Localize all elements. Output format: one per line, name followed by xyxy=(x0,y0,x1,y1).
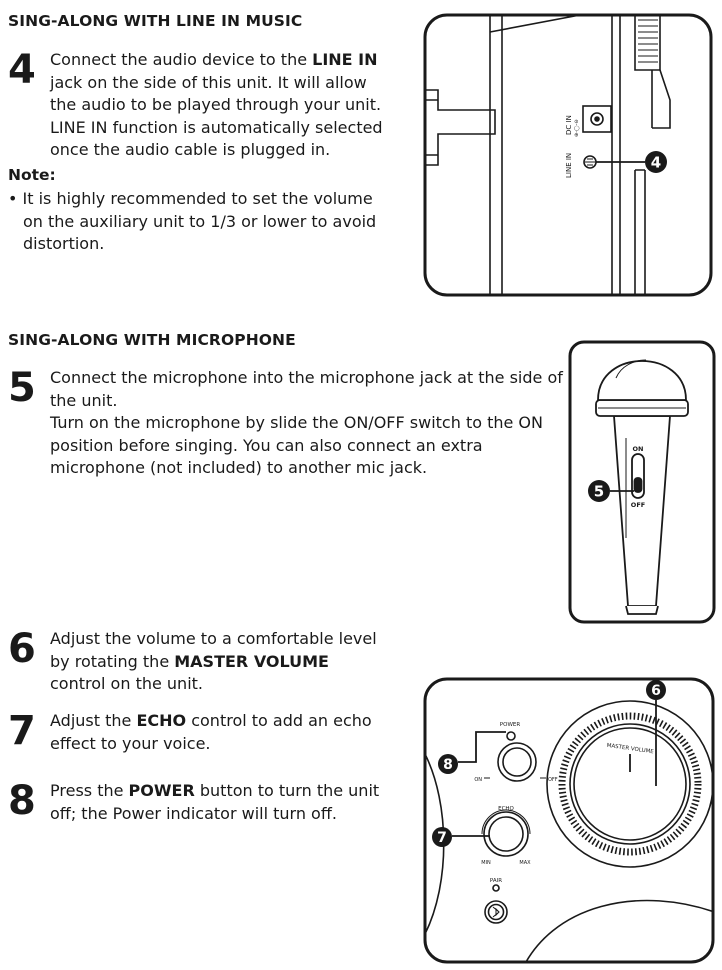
callout-5-number: 5 xyxy=(593,482,605,501)
text-run: control on the unit. xyxy=(50,674,203,693)
step-number-4: 4 xyxy=(8,47,36,93)
pair-label: PAIR xyxy=(489,878,503,884)
text-line xyxy=(50,117,383,140)
echo-max-label: MAX xyxy=(519,860,531,866)
text-run: Connect the audio device to the xyxy=(50,50,313,69)
callout-4-number: 4 xyxy=(650,153,662,172)
master-volume-label: MASTER VOLUME xyxy=(606,742,655,756)
text-run: position before singing. You can also connect an extra xyxy=(50,435,483,455)
bold-term: MASTER VOLUME xyxy=(174,651,329,671)
text-run: Turn on the microphone by slide the ON/OFF switch to the ON xyxy=(50,413,543,432)
text-line xyxy=(50,94,383,117)
step-number-8: 8 xyxy=(8,778,36,824)
text-line xyxy=(50,628,377,651)
text-run: Press the xyxy=(50,781,129,800)
bold-term: POWER xyxy=(128,781,195,800)
note-text xyxy=(8,188,376,256)
text-line xyxy=(50,673,377,696)
text-line xyxy=(50,803,379,826)
step-number-6: 6 xyxy=(8,626,36,672)
note-line-2: on the auxiliary unit to 1/3 or lower to avoid xyxy=(23,211,377,231)
step-7-text xyxy=(50,710,372,755)
echo-min-label: MIN xyxy=(481,860,491,866)
callout-8-number: 8 xyxy=(443,757,453,773)
text-line xyxy=(50,457,563,480)
section-heading-microphone: SING-ALONG WITH MICROPHONE xyxy=(8,331,296,349)
text-line xyxy=(50,367,563,390)
control-panel-illustration xyxy=(420,674,718,966)
dc-in-label: DC IN xyxy=(565,115,573,135)
text-run: Connect the microphone into the microphone jack at the side of xyxy=(50,368,563,387)
text-run: button to turn the unit xyxy=(194,781,380,800)
power-on-label: ON xyxy=(474,777,482,783)
microphone-illustration xyxy=(566,338,718,626)
note-label: Note: xyxy=(8,166,56,184)
text-run: control to add an echo xyxy=(186,711,372,730)
echo-label: ECHO xyxy=(498,806,514,812)
line-in-label: LINE IN xyxy=(565,152,573,178)
text-run: LINE IN function is automatically selected xyxy=(50,117,383,137)
text-line xyxy=(50,435,563,458)
text-run: the unit. xyxy=(50,390,118,410)
text-run: jack on the side of this unit. It will allow xyxy=(50,72,367,92)
step-5-text xyxy=(50,367,563,480)
dc-in-polarity: ⊕-◯-⊖ xyxy=(574,119,580,137)
note-line-3: distortion. xyxy=(23,234,105,253)
text-line xyxy=(50,710,372,733)
step-6-text xyxy=(50,628,377,696)
text-run: effect to your voice. xyxy=(50,733,211,753)
text-line xyxy=(50,651,377,674)
text-line xyxy=(50,412,563,435)
callout-6-number: 6 xyxy=(651,683,661,699)
line-in-jack-illustration xyxy=(420,10,716,300)
text-line xyxy=(50,733,372,756)
text-run: the audio to be played through your unit. xyxy=(50,95,382,114)
step-4-text xyxy=(50,49,383,162)
text-line xyxy=(50,49,383,72)
text-run: Adjust the volume to a comfortable level xyxy=(50,629,377,648)
mic-on-label: ON xyxy=(632,445,644,453)
section-heading-line-in: SING-ALONG WITH LINE IN MUSIC xyxy=(8,12,303,30)
step-number-7: 7 xyxy=(8,708,36,754)
text-line xyxy=(50,139,383,162)
text-run: off; the Power indicator will turn off. xyxy=(50,803,337,823)
text-line xyxy=(50,72,383,95)
callout-7-number: 7 xyxy=(437,830,447,846)
text-run: Adjust the xyxy=(50,711,137,730)
text-run: once the audio cable is plugged in. xyxy=(50,140,331,159)
mic-off-label: OFF xyxy=(630,501,646,509)
note-line-1: • It is highly recommended to set the volume xyxy=(8,189,373,208)
text-line xyxy=(50,390,563,413)
text-run: by rotating the xyxy=(50,651,175,671)
power-label: POWER xyxy=(499,722,521,728)
step-8-text xyxy=(50,780,379,825)
text-line xyxy=(50,780,379,803)
step-number-5: 5 xyxy=(8,365,36,411)
bold-term: ECHO xyxy=(136,711,187,730)
bold-term: LINE IN xyxy=(312,50,378,69)
power-off-label: OFF xyxy=(548,777,558,783)
text-run: microphone (not included) to another mic jack. xyxy=(50,458,428,477)
